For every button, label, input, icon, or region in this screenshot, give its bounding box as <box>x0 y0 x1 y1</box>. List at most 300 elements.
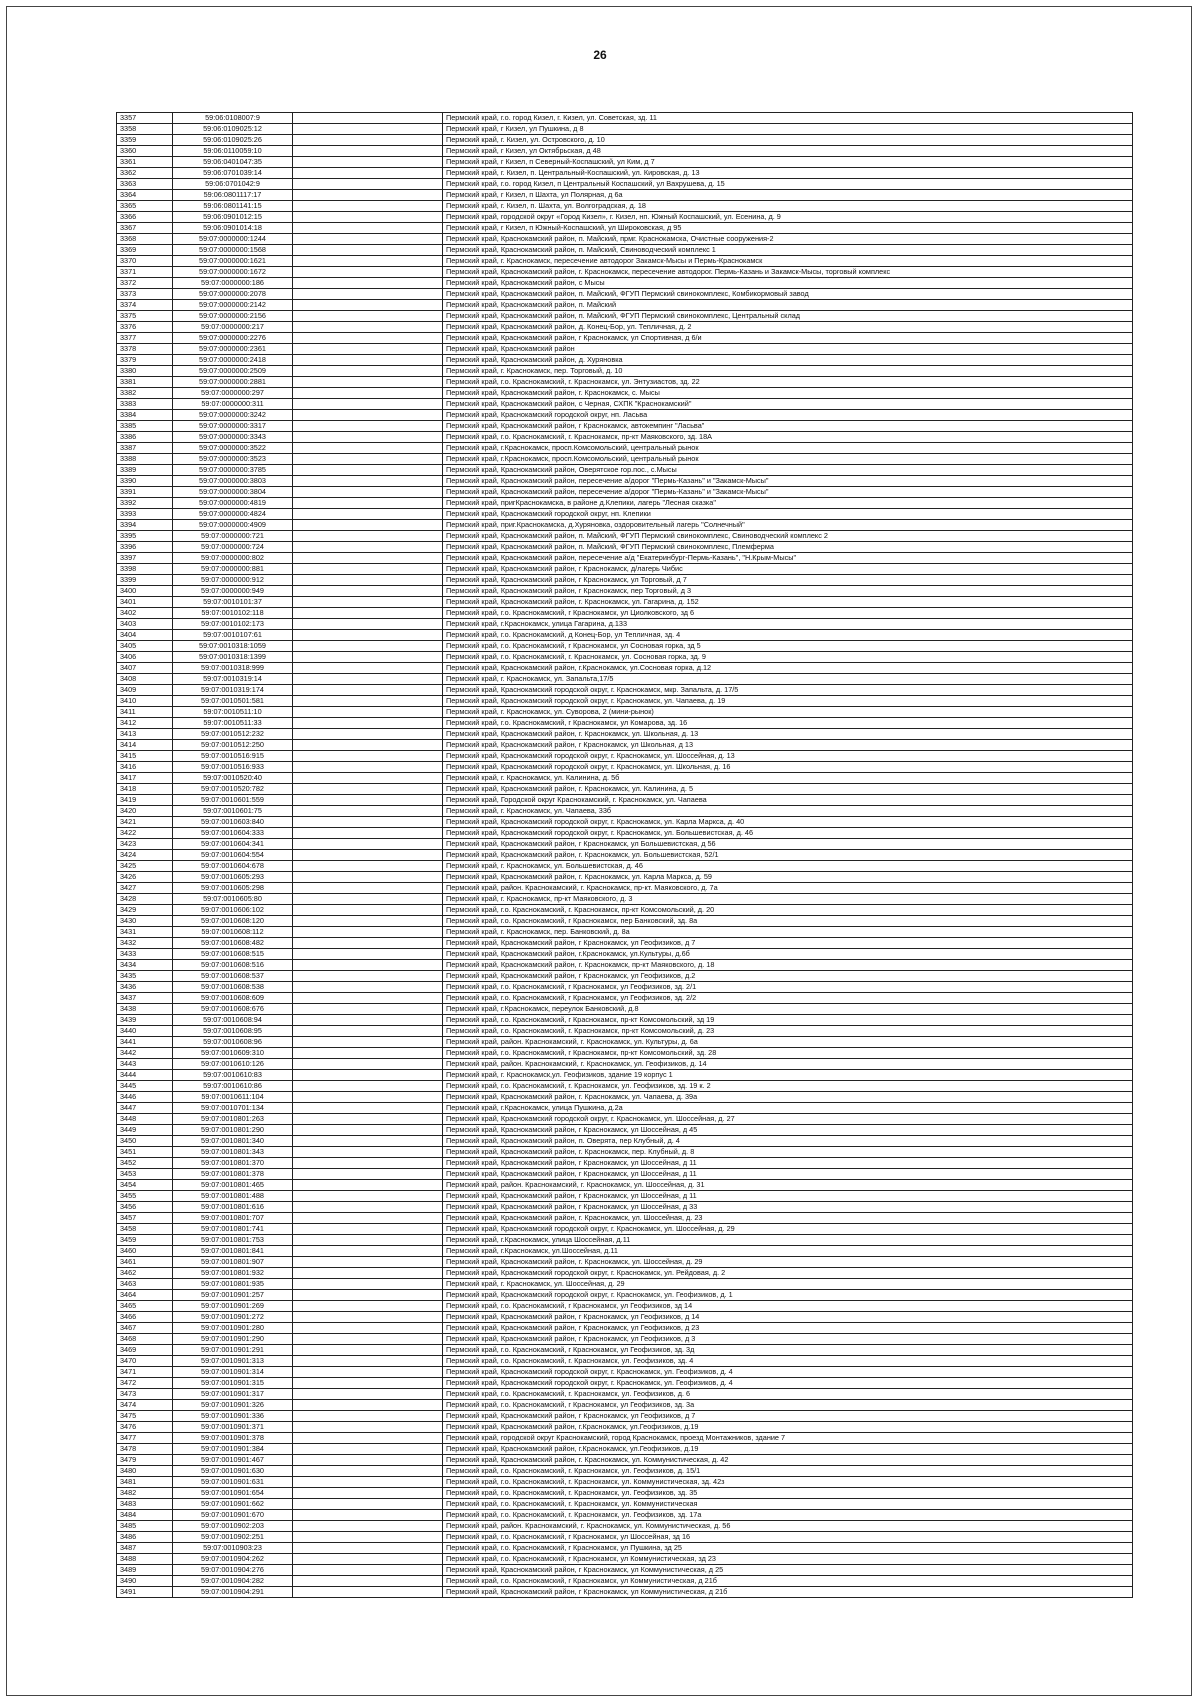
table-row <box>117 1224 1133 1235</box>
address-cell: Пермский край, Краснокамский район, г Краснокамск, ул Шоссейная, д 45 <box>443 1125 1133 1136</box>
table-row <box>117 366 1133 377</box>
address-cell: Пермский край, г. Краснокамск, пересечение автодорог Закамск-Мысы и Пермь-Краснокамск <box>443 256 1133 267</box>
table-row <box>117 1400 1133 1411</box>
address-cell: Пермский край, Краснокамский район <box>443 344 1133 355</box>
table-row <box>117 267 1133 278</box>
row-number-cell: 3358 <box>117 124 173 135</box>
empty-cell <box>293 894 443 905</box>
row-number-cell: 3397 <box>117 553 173 564</box>
empty-cell <box>293 1499 443 1510</box>
table-row <box>117 1334 1133 1345</box>
row-number-cell: 3454 <box>117 1180 173 1191</box>
row-number-cell: 3477 <box>117 1433 173 1444</box>
address-cell: Пермский край, Краснокамский район, г. Краснокамск, ул. Коммунистическая, д. 42 <box>443 1455 1133 1466</box>
cadastral-number-cell: 59:07:0010901:291 <box>173 1345 293 1356</box>
table-row <box>117 718 1133 729</box>
table-row <box>117 1169 1133 1180</box>
cadastral-number-cell: 59:06:0110059:10 <box>173 146 293 157</box>
row-number-cell: 3487 <box>117 1543 173 1554</box>
row-number-cell: 3382 <box>117 388 173 399</box>
table-row <box>117 1345 1133 1356</box>
empty-cell <box>293 740 443 751</box>
address-cell: Пермский край, Краснокамский район, г Краснокамск, пер Торговый, д 3 <box>443 586 1133 597</box>
table-row <box>117 1532 1133 1543</box>
table-row <box>117 520 1133 531</box>
table-row <box>117 641 1133 652</box>
registry-table-body <box>117 113 1133 1598</box>
empty-cell <box>293 1081 443 1092</box>
table-row <box>117 1433 1133 1444</box>
empty-cell <box>293 410 443 421</box>
address-cell: Пермский край, Краснокамский городской округ, г. Краснокамск, ул. Школьная, д. 16 <box>443 762 1133 773</box>
empty-cell <box>293 960 443 971</box>
row-number-cell: 3384 <box>117 410 173 421</box>
empty-cell <box>293 146 443 157</box>
cadastral-number-cell: 59:07:0010901:257 <box>173 1290 293 1301</box>
row-number-cell: 3420 <box>117 806 173 817</box>
table-row <box>117 817 1133 828</box>
empty-cell <box>293 1532 443 1543</box>
cadastral-number-cell: 59:07:0000000:3785 <box>173 465 293 476</box>
cadastral-number-cell: 59:07:0010901:467 <box>173 1455 293 1466</box>
cadastral-number-cell: 59:07:0010610:126 <box>173 1059 293 1070</box>
address-cell: Пермский край, г.о. Краснокамский, г. Краснокамск, ул. Геофизиков, зд. 17а <box>443 1510 1133 1521</box>
cadastral-number-cell: 59:07:0010901:314 <box>173 1367 293 1378</box>
row-number-cell: 3402 <box>117 608 173 619</box>
table-row <box>117 234 1133 245</box>
cadastral-number-cell: 59:07:0010801:343 <box>173 1147 293 1158</box>
empty-cell <box>293 806 443 817</box>
empty-cell <box>293 652 443 663</box>
cadastral-number-cell: 59:07:0010605:293 <box>173 872 293 883</box>
empty-cell <box>293 1169 443 1180</box>
cadastral-number-cell: 59:07:0010101:37 <box>173 597 293 608</box>
table-row <box>117 542 1133 553</box>
row-number-cell: 3380 <box>117 366 173 377</box>
address-cell: Пермский край, г.о. Краснокамский, г Краснокамск, ул Геофизиков, зд. 3д <box>443 1345 1133 1356</box>
table-row <box>117 1114 1133 1125</box>
cadastral-number-cell: 59:06:0901014:18 <box>173 223 293 234</box>
cadastral-number-cell: 59:07:0010601:559 <box>173 795 293 806</box>
empty-cell <box>293 432 443 443</box>
address-cell: Пермский край, Краснокамский район, г Краснокамск, ул Геофизиков, д 14 <box>443 1312 1133 1323</box>
row-number-cell: 3392 <box>117 498 173 509</box>
empty-cell <box>293 234 443 245</box>
empty-cell <box>293 300 443 311</box>
empty-cell <box>293 1433 443 1444</box>
row-number-cell: 3409 <box>117 685 173 696</box>
table-row <box>117 476 1133 487</box>
cadastral-number-cell: 59:07:0010902:203 <box>173 1521 293 1532</box>
table-row <box>117 146 1133 157</box>
empty-cell <box>293 454 443 465</box>
table-row <box>117 377 1133 388</box>
table-row <box>117 1147 1133 1158</box>
table-row <box>117 674 1133 685</box>
cadastral-number-cell: 59:06:0109025:26 <box>173 135 293 146</box>
cadastral-number-cell: 59:07:0010801:370 <box>173 1158 293 1169</box>
address-cell: Пермский край, г.о. Краснокамский, г Краснокамск, ул Шоссейная, зд 16 <box>443 1532 1133 1543</box>
empty-cell <box>293 696 443 707</box>
table-row <box>117 982 1133 993</box>
empty-cell <box>293 289 443 300</box>
table-row <box>117 663 1133 674</box>
cadastral-number-cell: 59:07:0010801:616 <box>173 1202 293 1213</box>
empty-cell <box>293 850 443 861</box>
table-row <box>117 619 1133 630</box>
table-row <box>117 399 1133 410</box>
table-row <box>117 740 1133 751</box>
table-row <box>117 883 1133 894</box>
table-row <box>117 960 1133 971</box>
empty-cell <box>293 1048 443 1059</box>
empty-cell <box>293 245 443 256</box>
cadastral-number-cell: 59:07:0000000:217 <box>173 322 293 333</box>
row-number-cell: 3436 <box>117 982 173 993</box>
row-number-cell: 3431 <box>117 927 173 938</box>
empty-cell <box>293 674 443 685</box>
empty-cell <box>293 1059 443 1070</box>
row-number-cell: 3476 <box>117 1422 173 1433</box>
cadastral-number-cell: 59:07:0010801:290 <box>173 1125 293 1136</box>
cadastral-number-cell: 59:07:0010801:841 <box>173 1246 293 1257</box>
row-number-cell: 3412 <box>117 718 173 729</box>
row-number-cell: 3466 <box>117 1312 173 1323</box>
cadastral-number-cell: 59:07:0010606:102 <box>173 905 293 916</box>
table-row <box>117 1389 1133 1400</box>
empty-cell <box>293 1389 443 1400</box>
empty-cell <box>293 729 443 740</box>
empty-cell <box>293 135 443 146</box>
row-number-cell: 3362 <box>117 168 173 179</box>
empty-cell <box>293 1290 443 1301</box>
empty-cell <box>293 1257 443 1268</box>
empty-cell <box>293 256 443 267</box>
table-row <box>117 190 1133 201</box>
empty-cell <box>293 1444 443 1455</box>
empty-cell <box>293 1521 443 1532</box>
table-row <box>117 762 1133 773</box>
table-row <box>117 300 1133 311</box>
cadastral-number-cell: 59:07:0010601:75 <box>173 806 293 817</box>
row-number-cell: 3428 <box>117 894 173 905</box>
table-row <box>117 333 1133 344</box>
address-cell: Пермский край, Краснокамский район, г. Краснокамск, ул. Большевистская, 52/1 <box>443 850 1133 861</box>
row-number-cell: 3433 <box>117 949 173 960</box>
table-row <box>117 432 1133 443</box>
address-cell: Пермский край, г.о. Краснокамский, г. Краснокамск, пр-кт Комсомольский, д. 23 <box>443 1026 1133 1037</box>
table-row <box>117 322 1133 333</box>
address-cell: Пермский край, Краснокамский район, г.Краснокамск, ул.Культуры, д.6б <box>443 949 1133 960</box>
table-row <box>117 245 1133 256</box>
cadastral-number-cell: 59:07:0010701:134 <box>173 1103 293 1114</box>
cadastral-number-cell: 59:07:0000000:4909 <box>173 520 293 531</box>
row-number-cell: 3484 <box>117 1510 173 1521</box>
table-row <box>117 1103 1133 1114</box>
address-cell: Пермский край, г. Кизел, п. Центральный-Коспашский, ул. Кировская, д. 13 <box>443 168 1133 179</box>
row-number-cell: 3401 <box>117 597 173 608</box>
table-row <box>117 685 1133 696</box>
cadastral-number-cell: 59:07:0010512:232 <box>173 729 293 740</box>
table-row <box>117 1279 1133 1290</box>
address-cell: Пермский край, г.о. Краснокамский, г Краснокамск, ул Геофизиков, зд. 3а <box>443 1400 1133 1411</box>
row-number-cell: 3426 <box>117 872 173 883</box>
cadastral-number-cell: 59:07:0010901:631 <box>173 1477 293 1488</box>
table-row <box>117 861 1133 872</box>
empty-cell <box>293 487 443 498</box>
table-row <box>117 1136 1133 1147</box>
cadastral-number-cell: 59:07:0010520:40 <box>173 773 293 784</box>
cadastral-number-cell: 59:07:0000000:949 <box>173 586 293 597</box>
row-number-cell: 3367 <box>117 223 173 234</box>
row-number-cell: 3448 <box>117 1114 173 1125</box>
table-row <box>117 828 1133 839</box>
cadastral-number-cell: 59:07:0010904:262 <box>173 1554 293 1565</box>
empty-cell <box>293 509 443 520</box>
row-number-cell: 3411 <box>117 707 173 718</box>
row-number-cell: 3417 <box>117 773 173 784</box>
empty-cell <box>293 1246 443 1257</box>
row-number-cell: 3467 <box>117 1323 173 1334</box>
table-row <box>117 1026 1133 1037</box>
cadastral-number-cell: 59:06:0701039:14 <box>173 168 293 179</box>
row-number-cell: 3473 <box>117 1389 173 1400</box>
empty-cell <box>293 839 443 850</box>
cadastral-number-cell: 59:07:0010608:95 <box>173 1026 293 1037</box>
row-number-cell: 3371 <box>117 267 173 278</box>
table-row <box>117 1488 1133 1499</box>
row-number-cell: 3366 <box>117 212 173 223</box>
cadastral-number-cell: 59:07:0010901:315 <box>173 1378 293 1389</box>
address-cell: Пермский край, Краснокамский городской округ, г. Краснокамск, ул. Геофизиков, д. 1 <box>443 1290 1133 1301</box>
empty-cell <box>293 762 443 773</box>
address-cell: Пермский край, Краснокамский район, г.Краснокамск, ул.Геофизиков, д.19 <box>443 1422 1133 1433</box>
address-cell: Пермский край, г.о. Краснокамский, г Краснокамск, пр-кт Комсомольский, зд 19 <box>443 1015 1133 1026</box>
row-number-cell: 3439 <box>117 1015 173 1026</box>
row-number-cell: 3403 <box>117 619 173 630</box>
empty-cell <box>293 883 443 894</box>
cadastral-number-cell: 59:07:0000000:1244 <box>173 234 293 245</box>
address-cell: Пермский край, г.Краснокамск, просп.Комсомольский, центральный рынок <box>443 454 1133 465</box>
cadastral-number-cell: 59:07:0010901:272 <box>173 1312 293 1323</box>
empty-cell <box>293 1015 443 1026</box>
address-cell: Пермский край, г. Кизел, п. Шахта, ул. Волгоградская, д. 18 <box>443 201 1133 212</box>
row-number-cell: 3399 <box>117 575 173 586</box>
table-row <box>117 113 1133 124</box>
address-cell: Пермский край, Краснокамский район, г Краснокамск, ул Шоссейная, д 11 <box>443 1158 1133 1169</box>
row-number-cell: 3414 <box>117 740 173 751</box>
cadastral-number-cell: 59:07:0010608:96 <box>173 1037 293 1048</box>
row-number-cell: 3479 <box>117 1455 173 1466</box>
empty-cell <box>293 597 443 608</box>
cadastral-number-cell: 59:07:0000000:802 <box>173 553 293 564</box>
empty-cell <box>293 311 443 322</box>
table-row <box>117 1048 1133 1059</box>
address-cell: Пермский край, район. Краснокамский, г. Краснокамск, ул. Геофизиков, д. 14 <box>443 1059 1133 1070</box>
row-number-cell: 3446 <box>117 1092 173 1103</box>
empty-cell <box>293 421 443 432</box>
address-cell: Пермский край, Краснокамский район, п. Майский, ФГУП Пермский свинокомплекс, Центральный склад <box>443 311 1133 322</box>
table-row <box>117 1411 1133 1422</box>
empty-cell <box>293 938 443 949</box>
table-row <box>117 1587 1133 1598</box>
table-row <box>117 1323 1133 1334</box>
row-number-cell: 3483 <box>117 1499 173 1510</box>
empty-cell <box>293 1477 443 1488</box>
empty-cell <box>293 564 443 575</box>
cadastral-number-cell: 59:07:0010901:269 <box>173 1301 293 1312</box>
cadastral-number-cell: 59:07:0000000:1568 <box>173 245 293 256</box>
row-number-cell: 3361 <box>117 157 173 168</box>
address-cell: Пермский край, Краснокамский район, г Краснокамск, ул Коммунистическая, д 21б <box>443 1587 1133 1598</box>
table-row <box>117 1125 1133 1136</box>
address-cell: Пермский край, Краснокамский городской округ, г. Краснокамск, ул. Шоссейная, д. 29 <box>443 1224 1133 1235</box>
address-cell: Пермский край, г.о. Краснокамский, г. Краснокамск, ул. Энтузиастов, зд. 22 <box>443 377 1133 388</box>
row-number-cell: 3422 <box>117 828 173 839</box>
row-number-cell: 3444 <box>117 1070 173 1081</box>
cadastral-number-cell: 59:07:0010901:662 <box>173 1499 293 1510</box>
table-row <box>117 531 1133 542</box>
table-row <box>117 509 1133 520</box>
address-cell: Пермский край, городской округ «Город Кизел», г. Кизел, нп. Южный Коспашский, ул. Есенина, д. 9 <box>443 212 1133 223</box>
row-number-cell: 3443 <box>117 1059 173 1070</box>
address-cell: Пермский край, Краснокамский городской округ, нп. Клепики <box>443 509 1133 520</box>
empty-cell <box>293 190 443 201</box>
empty-cell <box>293 993 443 1004</box>
table-row <box>117 487 1133 498</box>
address-cell: Пермский край, Краснокамский район, д. Хуряновка <box>443 355 1133 366</box>
table-row <box>117 553 1133 564</box>
row-number-cell: 3368 <box>117 234 173 245</box>
row-number-cell: 3469 <box>117 1345 173 1356</box>
address-cell: Пермский край, Краснокамский район, г Краснокамск, ул Шоссейная, д 11 <box>443 1191 1133 1202</box>
row-number-cell: 3462 <box>117 1268 173 1279</box>
empty-cell <box>293 1301 443 1312</box>
table-row <box>117 1543 1133 1554</box>
table-row <box>117 1378 1133 1389</box>
row-number-cell: 3385 <box>117 421 173 432</box>
address-cell: Пермский край, Краснокамский городской округ, нп. Ласьва <box>443 410 1133 421</box>
table-row <box>117 1092 1133 1103</box>
address-cell: Пермский край, г.Краснокамск, просп.Комсомольский, центральный рынок <box>443 443 1133 454</box>
address-cell: Пермский край, г Кизел, ул Октябрьская, д 48 <box>443 146 1133 157</box>
row-number-cell: 3470 <box>117 1356 173 1367</box>
empty-cell <box>293 828 443 839</box>
table-row <box>117 806 1133 817</box>
cadastral-number-cell: 59:07:0010901:630 <box>173 1466 293 1477</box>
address-cell: Пермский край, Краснокамский район, г Краснокамск, ул Шоссейная, д 33 <box>443 1202 1133 1213</box>
table-row <box>117 498 1133 509</box>
cadastral-number-cell: 59:07:0010801:263 <box>173 1114 293 1125</box>
row-number-cell: 3461 <box>117 1257 173 1268</box>
empty-cell <box>293 1576 443 1587</box>
empty-cell <box>293 905 443 916</box>
cadastral-number-cell: 59:07:0010511:10 <box>173 707 293 718</box>
address-cell: Пермский край, приг.Краснокамска, д.Хуряновка, оздоровительный лагерь "Солнечный" <box>443 520 1133 531</box>
address-cell: Пермский край, район. Краснокамский, г. Краснокамск, ул. Культуры, д. 6а <box>443 1037 1133 1048</box>
row-number-cell: 3370 <box>117 256 173 267</box>
table-row <box>117 927 1133 938</box>
registry-table <box>116 112 1133 1598</box>
address-cell: Пермский край, Краснокамский городской округ, г. Краснокамск, ул. Геофизиков, д. 4 <box>443 1367 1133 1378</box>
row-number-cell: 3372 <box>117 278 173 289</box>
table-row <box>117 707 1133 718</box>
address-cell: Пермский край, Краснокамский район, г Краснокамск, д/лагерь Чибис <box>443 564 1133 575</box>
row-number-cell: 3441 <box>117 1037 173 1048</box>
row-number-cell: 3465 <box>117 1301 173 1312</box>
address-cell: Пермский край, г.о. Краснокамский, г. Краснокамск, ул. Коммунистическая, зд. 42з <box>443 1477 1133 1488</box>
table-row <box>117 1059 1133 1070</box>
table-row <box>117 212 1133 223</box>
address-cell: Пермский край, Краснокамский район, г. Краснокамск, ул. Карла Маркса, д. 59 <box>443 872 1133 883</box>
cadastral-number-cell: 59:07:0000000:2418 <box>173 355 293 366</box>
empty-cell <box>293 1345 443 1356</box>
table-row <box>117 1455 1133 1466</box>
empty-cell <box>293 817 443 828</box>
empty-cell <box>293 1455 443 1466</box>
empty-cell <box>293 223 443 234</box>
empty-cell <box>293 795 443 806</box>
address-cell: Пермский край, Краснокамский район, пересечение а/д "Екатеринбург-Пермь-Казань", "Н.Крым-Мысы" <box>443 553 1133 564</box>
table-row <box>117 1499 1133 1510</box>
row-number-cell: 3377 <box>117 333 173 344</box>
table-row <box>117 993 1133 1004</box>
cadastral-number-cell: 59:07:0010608:609 <box>173 993 293 1004</box>
address-cell: Пермский край, г Кизел, п Северный-Коспашский, ул Ким, д 7 <box>443 157 1133 168</box>
address-cell: Пермский край, Краснокамский район, г.Краснокамск, ул.Сосновая горка, д.12 <box>443 663 1133 674</box>
address-cell: Пермский край, г Кизел, п Шахта, ул Полярная, д 6а <box>443 190 1133 201</box>
row-number-cell: 3390 <box>117 476 173 487</box>
row-number-cell: 3388 <box>117 454 173 465</box>
table-row <box>117 1521 1133 1532</box>
cadastral-number-cell: 59:06:0801141:15 <box>173 201 293 212</box>
table-row <box>117 872 1133 883</box>
table-row <box>117 1235 1133 1246</box>
address-cell: Пермский край, Краснокамский район, г. Краснокамск, ул. Калинина, д. 5 <box>443 784 1133 795</box>
empty-cell <box>293 916 443 927</box>
empty-cell <box>293 784 443 795</box>
empty-cell <box>293 1268 443 1279</box>
address-cell: Пермский край, г.о. Краснокамский, г Краснокамск, ул Коммунистическая, д 21б <box>443 1576 1133 1587</box>
row-number-cell: 3400 <box>117 586 173 597</box>
empty-cell <box>293 1334 443 1345</box>
address-cell: Пермский край, г.о. Краснокамский, г Краснокамск, ул Сосновая горка, зд 5 <box>443 641 1133 652</box>
cadastral-number-cell: 59:07:0000000:4819 <box>173 498 293 509</box>
address-cell: Пермский край, г.Краснокамск, переулок Банковский, д.8 <box>443 1004 1133 1015</box>
table-row <box>117 388 1133 399</box>
table-row <box>117 201 1133 212</box>
cadastral-number-cell: 59:07:0010801:340 <box>173 1136 293 1147</box>
empty-cell <box>293 201 443 212</box>
empty-cell <box>293 1356 443 1367</box>
address-cell: Пермский край, г Кизел, ул Пушкина, д 8 <box>443 124 1133 135</box>
empty-cell <box>293 608 443 619</box>
empty-cell <box>293 1070 443 1081</box>
row-number-cell: 3374 <box>117 300 173 311</box>
empty-cell <box>293 1037 443 1048</box>
cadastral-number-cell: 59:07:0010318:1059 <box>173 641 293 652</box>
address-cell: Пермский край, г. Краснокамск, ул. Запальта,17/5 <box>443 674 1133 685</box>
cadastral-number-cell: 59:07:0010608:676 <box>173 1004 293 1015</box>
empty-cell <box>293 1488 443 1499</box>
row-number-cell: 3410 <box>117 696 173 707</box>
table-row <box>117 1180 1133 1191</box>
row-number-cell: 3452 <box>117 1158 173 1169</box>
address-cell: Пермский край, Краснокамский район, с Мысы <box>443 278 1133 289</box>
cadastral-number-cell: 59:07:0010319:174 <box>173 685 293 696</box>
table-row <box>117 608 1133 619</box>
empty-cell <box>293 1367 443 1378</box>
